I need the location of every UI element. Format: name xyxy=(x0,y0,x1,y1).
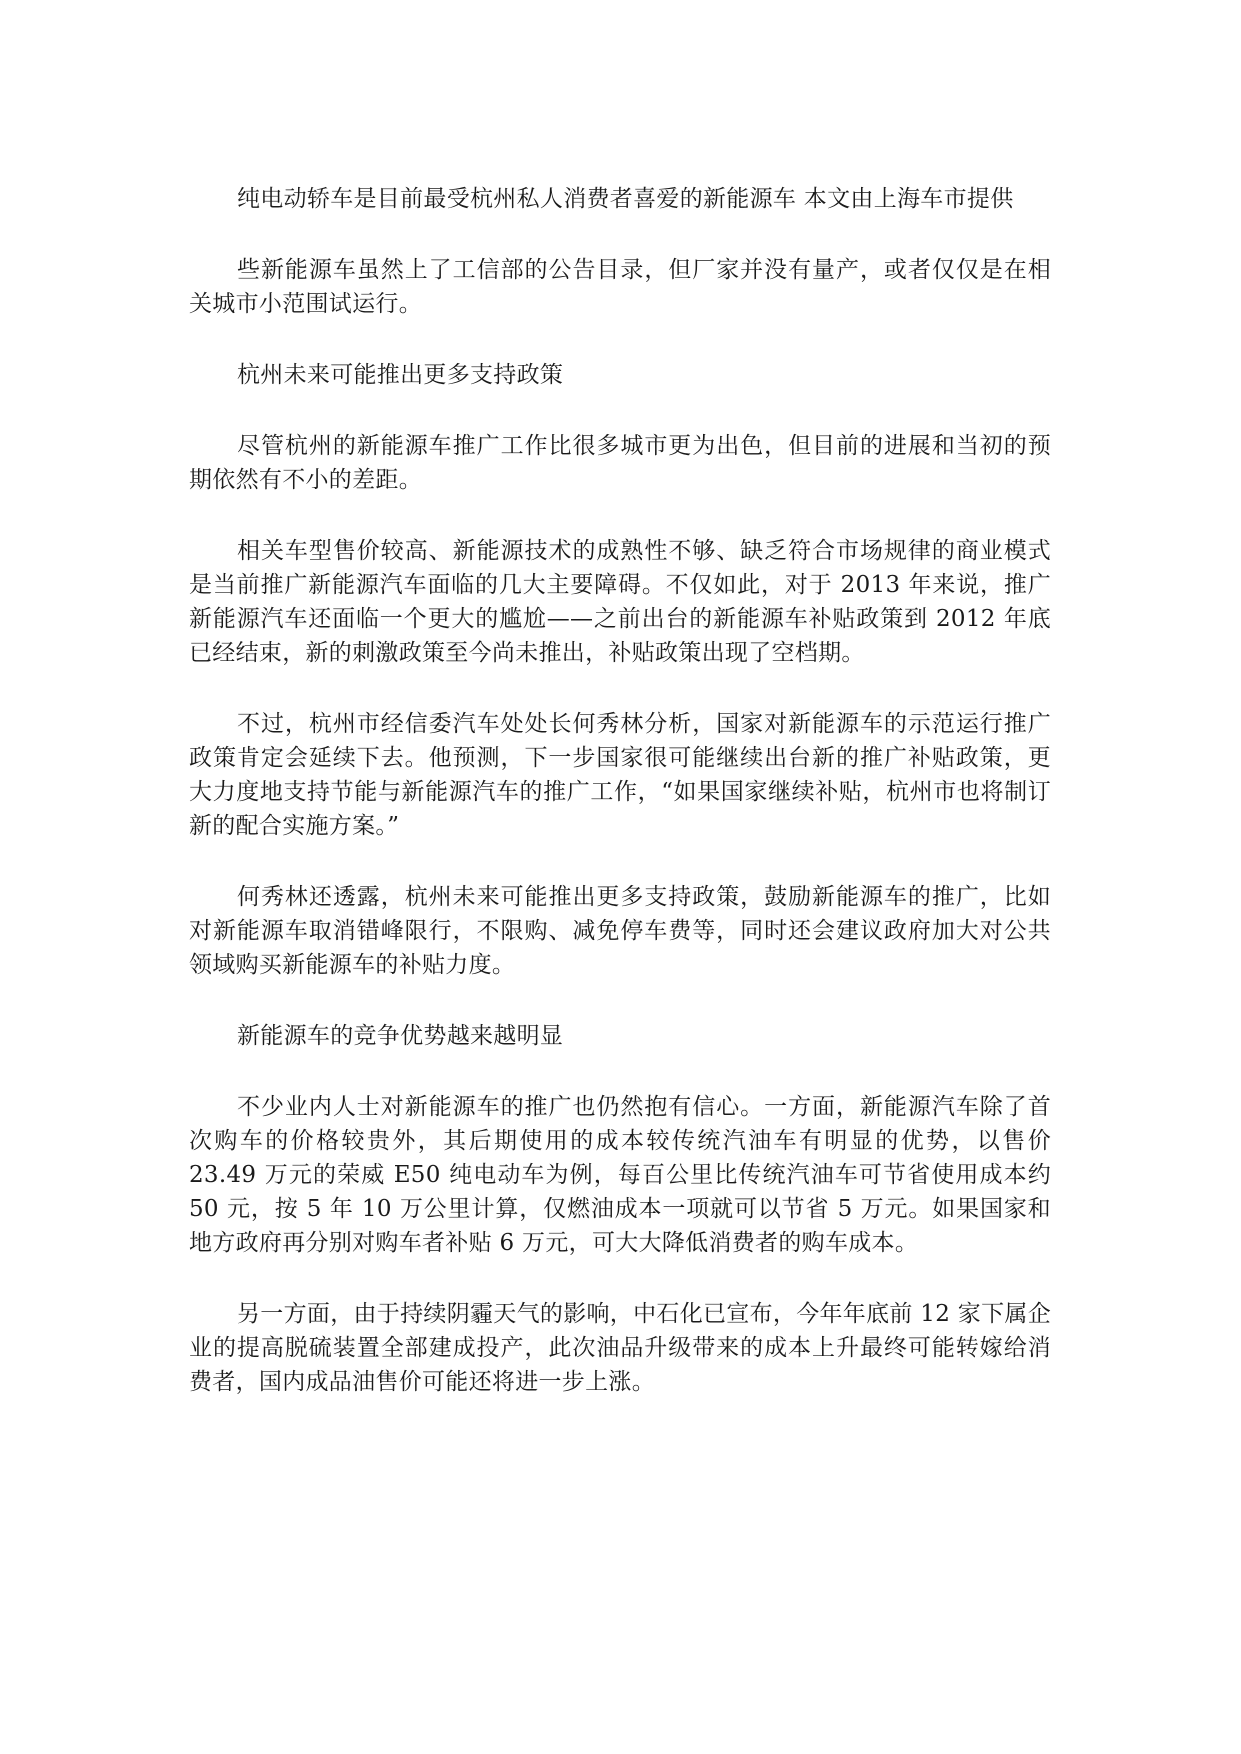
document-body xyxy=(189,182,1051,1436)
paragraph: 不过，杭州市经信委汽车处处长何秀林分析，国家对新能源车的示范运行推广政策肯定会延续下去。他预测，下一步国家很可能继续出台新的推广补贴政策，更大力度地支持节能与新能源汽车的推广工作，“如果国家继续补贴，杭州市也将制订新的配合实施方案。” xyxy=(189,711,1051,839)
paragraph: 些新能源车虽然上了工信部的公告目录，但厂家并没有量产，或者仅仅是在相关城市小范围试运行。 xyxy=(189,257,1051,317)
paragraph: 不少业内人士对新能源车的推广也仍然抱有信心。一方面，新能源汽车除了首次购车的价格较贵外，其后期使用的成本较传统汽油车有明显的优势，以售价 23.49 万元的荣威 E50 纯电动车为例，每百公里比传统汽油车可节省使用成本约 50 元，按 5 年 10 万公里计算，仅燃油成本一项就可以节省 5 万元。如果国家和地方政府再分别对购车者补贴 6 万元，可大大降低消费者的购车成本。 xyxy=(189,1094,1051,1256)
paragraph-caption: 纯电动轿车是目前最受杭州私人消费者喜爱的新能源车 本文由上海车市提供 xyxy=(237,186,1014,212)
paragraph: 何秀林还透露，杭州未来可能推出更多支持政策，鼓励新能源车的推广，比如对新能源车取消错峰限行，不限购、减免停车费等，同时还会建议政府加大对公共领域购买新能源车的补贴力度。 xyxy=(189,884,1051,978)
paragraph: 另一方面，由于持续阴霾天气的影响，中石化已宣布，今年年底前 12 家下属企业的提高脱硫装置全部建成投产，此次油品升级带来的成本上升最终可能转嫁给消费者，国内成品油售价可能还将进一步上涨。 xyxy=(189,1301,1051,1395)
section-heading: 新能源车的竞争优势越来越明显 xyxy=(237,1023,564,1049)
paragraph: 尽管杭州的新能源车推广工作比很多城市更为出色，但目前的进展和当初的预期依然有不小的差距。 xyxy=(189,433,1051,493)
section-heading: 杭州未来可能推出更多支持政策 xyxy=(237,362,564,388)
paragraph: 相关车型售价较高、新能源技术的成熟性不够、缺乏符合市场规律的商业模式是当前推广新能源汽车面临的几大主要障碍。不仅如此，对于 2013 年来说，推广新能源汽车还面临一个更大的尴尬——之前出台的新能源车补贴政策到 2012 年底已经结束，新的刺激政策至今尚未推出，补贴政策出现了空档期。 xyxy=(189,538,1051,666)
